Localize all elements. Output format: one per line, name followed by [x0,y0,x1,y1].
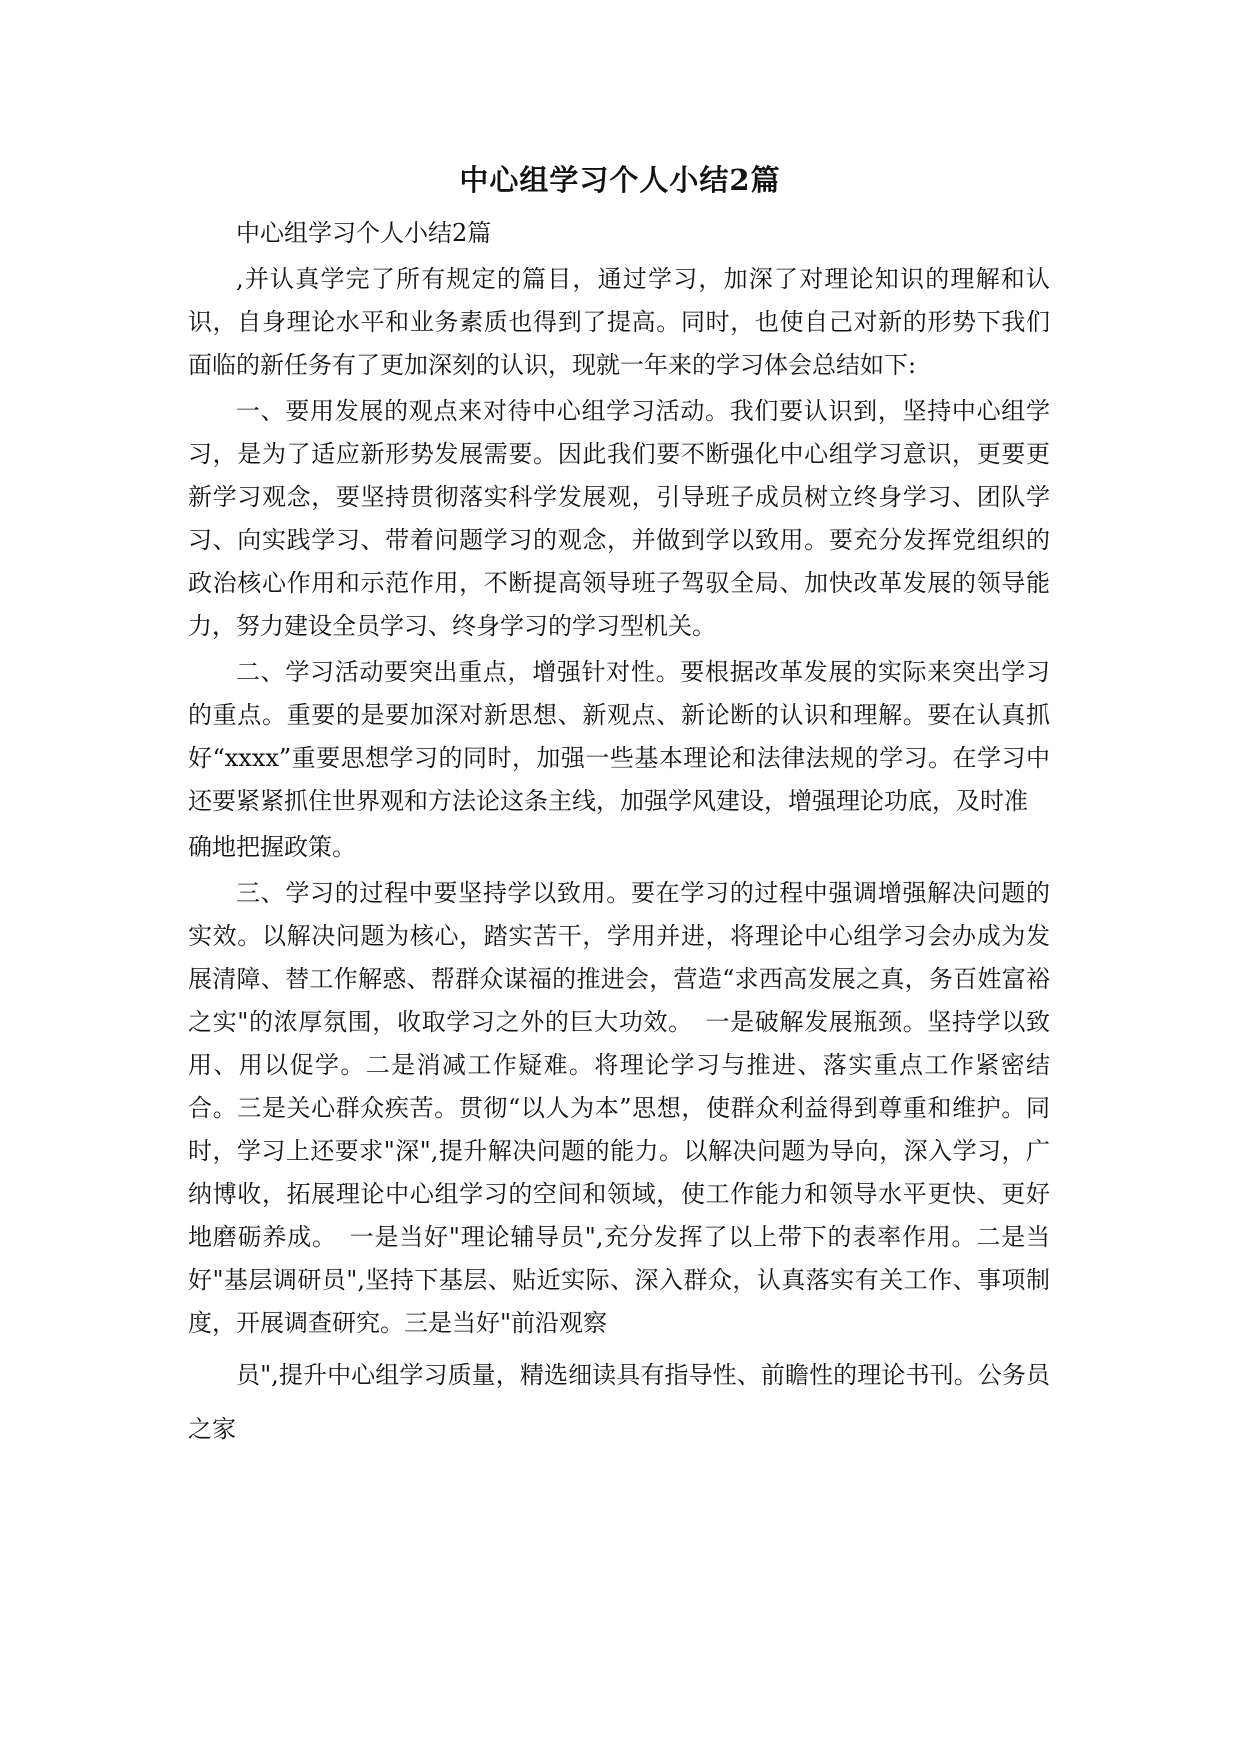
subtitle-paragraph: 中心组学习个人小结2篇 [236,219,492,247]
section-three-paragraph: 三、学习的过程中要坚持学以致用。要在学习的过程中强调增强解决问题的实效。以解决问题为核心，踏实苦干，学用并进，将理论中心组学习会办成为发展清障、替工作解惑、帮群众谋福的推进会，营造“求西高发展之真，务百姓富裕之实"的浓厚氛围，收取学习之外的巨大功效。 一是破解发展瓶颈。坚持学以致用、用以促学。二是消减工作疑难。将理论学习与推进、落实重点工作紧密结合。三是关心群众疾苦。贯彻“以人为本”思想，使群众利益得到尊重和维护。同时，学习上还要求"深",提升解决问题的能力。以解决问题为导向，深入学习，广纳博收，拓展理论中心组学习的空间和领域，使工作能力和领导水平更快、更好地磨砺养成。 一是当好"理论辅导员",充分发挥了以上带下的表率作用。二是当好"基层调研员",坚持下基层、贴近实际、深入群众，认真落实有关工作、事项制度，开展调查研究。三是当好"前沿观察 [188,879,1050,1337]
section-one-paragraph: 一、要用发展的观点来对待中心组学习活动。我们要认识到，坚持中心组学习，是为了适应新形势发展需要。因此我们要不断强化中心组学习意识，更要更新学习观念，要坚持贯彻落实科学发展观，引导班子成员树立终身学习、团队学习、向实践学习、带着问题学习的观念，并做到学以致用。要充分发挥党组织的政治核心作用和示范作用，不断提高领导班子驾驭全局、加快改革发展的领导能力，努力建设全员学习、终身学习的学习型机关。 [188,397,1050,640]
intro-paragraph: ,并认真学完了所有规定的篇目，通过学习，加深了对理论知识的理解和认识，自身理论水平和业务素质也得到了提高。同时，也使自己对新的形势下我们面临的新任务有了更加深刻的认识，现就一年来的学习体会总结如下: [188,265,1050,379]
closing-paragraph: 员",提升中心组学习质量，精选细读具有指导性、前瞻性的理论书刊。公务员之家 [188,1361,1050,1443]
section-two-continuation: 确地把握政策。 [188,833,356,861]
document-title: 中心组学习个人小结2篇 [459,163,781,197]
document-body [188,212,1050,1459]
section-two-paragraph: 二、学习活动要突出重点，增强针对性。要根据改革发展的实际来突出学习的重点。重要的是要加深对新思想、新观点、新论断的认识和理解。要在认真抓好“xxxx”重要思想学习的同时，加强一些基本理论和法律法规的学习。在学习中 还要紧紧抓住世界观和方法论这条主线，加强学风建设，增强理论功底，及时准 [188,658,1050,815]
